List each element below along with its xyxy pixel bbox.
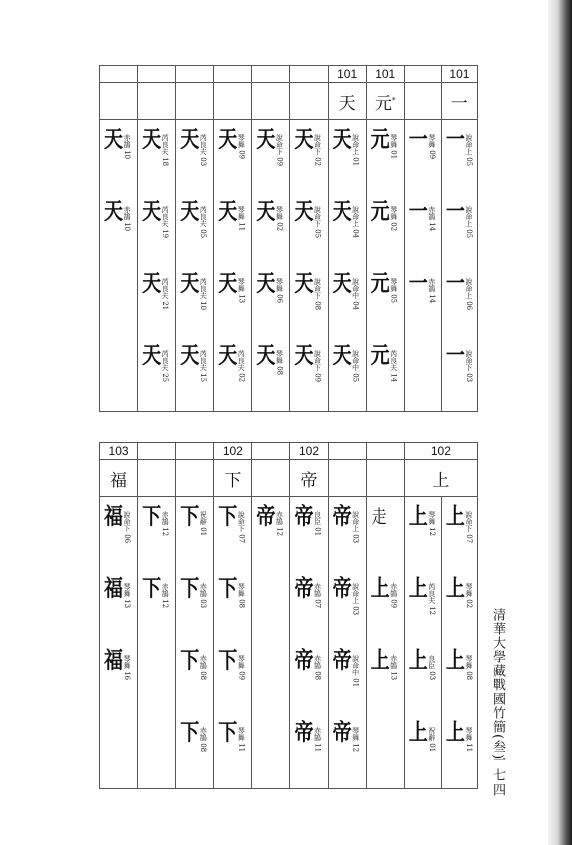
character-form-glyph: 天: [332, 198, 351, 226]
source-label: 說命中 01: [351, 655, 360, 688]
source-label: 赤鵠 08: [313, 655, 322, 681]
character-form-glyph: 天: [256, 126, 275, 154]
source-label: 琴舞 11: [237, 206, 246, 232]
character-form-glyph: 一: [445, 126, 464, 154]
character-form-glyph: 一: [408, 126, 427, 154]
source-label: 說命下 03: [464, 350, 473, 383]
source-label: 赤鵠 11: [313, 727, 322, 753]
source-label: 琴舞 06: [275, 278, 284, 304]
head-character: [252, 83, 290, 120]
source-label: 芮良夫 12: [427, 583, 436, 616]
source-label: 赤鵠 08: [199, 727, 208, 753]
source-label: 祝辭 01: [199, 511, 208, 537]
source-label: 琴舞 09: [237, 655, 246, 681]
character-form-glyph: 天: [256, 270, 275, 298]
form-column: [138, 497, 176, 789]
character-form-glyph: 天: [218, 198, 237, 226]
index-number: [252, 443, 290, 460]
index-number: [252, 66, 290, 83]
form-column: [366, 497, 404, 789]
character-form-glyph: 一: [445, 198, 464, 226]
head-character: [138, 460, 176, 497]
source-label: 赤鵠 13: [389, 655, 398, 681]
source-label: 琴舞 12: [351, 727, 360, 753]
head-character: [176, 83, 214, 120]
head-character: [366, 83, 404, 120]
source-label: 琴舞 02: [389, 206, 398, 232]
source-label: 琴舞 08: [464, 655, 473, 681]
index-number: [138, 443, 176, 460]
index-number: 101: [366, 66, 404, 83]
source-label: 芮良夫 10: [199, 278, 208, 311]
source-label: 琴舞 08: [275, 350, 284, 376]
character-form-glyph: 走: [371, 506, 386, 528]
source-label: 赤鵠 14: [427, 278, 436, 304]
character-form-glyph: 上: [370, 575, 389, 603]
index-number: [366, 443, 404, 460]
character-form-glyph: 天: [294, 342, 313, 370]
source-label: 芮良夫 25: [161, 350, 170, 383]
index-number: [328, 443, 366, 460]
character-form-glyph: 上: [370, 647, 389, 675]
form-column: [214, 497, 252, 789]
head-character: [290, 83, 328, 120]
character-form-glyph: 帝: [256, 503, 275, 531]
index-number: 102: [404, 443, 477, 460]
character-form-glyph: 福: [104, 575, 123, 603]
form-column: [100, 120, 138, 412]
source-label: 琴舞 09: [427, 134, 436, 160]
source-label: 琴舞 08: [237, 583, 246, 609]
source-label: 說命下 09: [313, 350, 322, 383]
source-label: 說命上 03: [351, 511, 360, 544]
source-label: 赤鵠 08: [199, 655, 208, 681]
source-label: 赤鵠 09: [389, 583, 398, 609]
form-column: [404, 120, 441, 412]
character-form-glyph: 下: [218, 719, 237, 747]
head-character: 下: [214, 460, 252, 497]
form-column: [441, 120, 477, 412]
index-number: [404, 66, 441, 83]
form-column: [404, 497, 441, 789]
source-label: 說命上 03: [351, 583, 360, 616]
source-label: 說命下 06: [123, 511, 131, 544]
head-character: [176, 460, 214, 497]
form-column: [290, 497, 328, 789]
source-label: 琴舞 11: [464, 727, 473, 753]
character-form-glyph: 天: [294, 198, 313, 226]
character-form-glyph: 天: [104, 198, 123, 226]
character-form-glyph: 帝: [332, 647, 351, 675]
character-form-glyph: 福: [104, 503, 123, 531]
character-form-glyph: 天: [180, 198, 199, 226]
source-label: 赤鵠 12: [161, 583, 170, 609]
head-character: 帝: [290, 460, 328, 497]
head-character: 一: [441, 83, 477, 120]
character-form-glyph: 上: [408, 647, 427, 675]
index-number: [214, 66, 252, 83]
head-character-row: [100, 460, 478, 497]
character-form-glyph: 帝: [332, 719, 351, 747]
form-column: [366, 120, 404, 412]
source-label: 說命下 02: [313, 134, 322, 167]
source-label: 說命下 08: [313, 278, 322, 311]
source-label: 芮良夫 02: [237, 350, 246, 383]
character-form-glyph: 下: [180, 719, 199, 747]
source-label: 琴舞 13: [237, 278, 246, 304]
form-column: [252, 120, 290, 412]
source-label: 赤鵠 14: [427, 206, 436, 232]
source-label: 琴舞 05: [389, 278, 398, 304]
form-column: [328, 120, 366, 412]
source-label: 芮良夫 18: [161, 134, 170, 167]
source-label: 說命上 05: [464, 206, 473, 239]
source-label: 說命上 05: [464, 134, 473, 167]
character-form-glyph: 一: [445, 270, 464, 298]
character-form-glyph: 下: [142, 503, 161, 531]
character-form-glyph: 天: [332, 342, 351, 370]
form-column: [441, 497, 477, 789]
character-form-glyph: 天: [218, 270, 237, 298]
source-label: 芮良夫 19: [161, 206, 170, 239]
source-label: 良臣 03: [427, 655, 436, 681]
source-label: 琴舞 02: [464, 583, 473, 609]
character-form-glyph: 上: [445, 719, 464, 747]
source-label: 說命上 06: [464, 278, 473, 311]
character-form-glyph: 天: [218, 342, 237, 370]
character-form-glyph: 下: [218, 503, 237, 531]
index-number-row: [100, 443, 478, 460]
source-label: 說命下 07: [464, 511, 473, 544]
source-label: 說命上 01: [351, 134, 360, 167]
source-label: 芮良夫 21: [161, 278, 170, 311]
index-number: [138, 66, 176, 83]
index-number: 102: [214, 443, 252, 460]
source-label: 芮良夫 05: [199, 206, 208, 239]
character-form-glyph: 下: [180, 575, 199, 603]
character-form-glyph: 帝: [332, 575, 351, 603]
source-label: 赤鵠 07: [313, 583, 322, 609]
character-form-glyph: 元: [370, 342, 389, 370]
source-label: 芮良夫 14: [389, 350, 398, 383]
character-form-glyph: 天: [332, 270, 351, 298]
character-form-glyph: 天: [142, 270, 161, 298]
source-label: 說命下 09: [275, 134, 284, 167]
character-form-glyph: 天: [180, 270, 199, 298]
source-label: 說命中 04: [351, 278, 360, 311]
source-label: 良臣 01: [313, 511, 322, 537]
index-number: [290, 66, 328, 83]
character-form-glyph: 天: [218, 126, 237, 154]
source-label: 赤鵠 03: [199, 583, 208, 609]
head-character-mark: *: [391, 95, 396, 104]
source-label: 芮良夫 03: [199, 134, 208, 167]
page-number: 一七四: [490, 753, 505, 798]
index-number: 102: [290, 443, 328, 460]
character-form-glyph: 天: [104, 126, 123, 154]
head-character-text: 元: [374, 93, 392, 114]
index-number: 101: [441, 66, 477, 83]
character-form-glyph: 一: [408, 198, 427, 226]
index-number: [176, 443, 214, 460]
source-label: 琴舞 09: [237, 134, 246, 160]
source-label: 赤鵠 10: [123, 206, 131, 232]
character-form-glyph: 帝: [294, 575, 313, 603]
form-column: [100, 497, 138, 789]
head-character: [138, 83, 176, 120]
source-label: 說命上 04: [351, 206, 360, 239]
head-character: [100, 83, 138, 120]
character-form-glyph: 天: [332, 126, 351, 154]
source-label: 琴舞 12: [427, 511, 436, 537]
character-form-glyph: 帝: [294, 647, 313, 675]
form-column: [290, 120, 328, 412]
source-label: 琴舞 11: [237, 727, 246, 753]
character-form-glyph: 天: [142, 126, 161, 154]
source-label: 赤鵠 12: [161, 511, 170, 537]
character-form-glyph: 元: [370, 198, 389, 226]
index-number: 101: [328, 66, 366, 83]
character-form-glyph: 下: [180, 647, 199, 675]
character-form-glyph: 上: [408, 575, 427, 603]
character-form-glyph: 帝: [294, 719, 313, 747]
character-form-glyph: 天: [294, 126, 313, 154]
character-form-glyph: 上: [445, 575, 464, 603]
character-form-glyph: 下: [218, 647, 237, 675]
character-form-glyph: 帝: [294, 503, 313, 531]
source-label: 赤鵠 12: [275, 511, 284, 537]
index-number-row: [100, 66, 478, 83]
character-form-glyph: 元: [370, 126, 389, 154]
character-form-glyph: 一: [445, 342, 464, 370]
bottom-character-table: [99, 442, 478, 789]
head-character-row: [100, 83, 478, 120]
page-edge-shadow: [548, 0, 572, 845]
character-form-glyph: 上: [445, 647, 464, 675]
source-label: 祝辭 01: [427, 727, 436, 753]
form-column: [328, 497, 366, 789]
form-column: [138, 120, 176, 412]
character-form-glyph: 上: [408, 719, 427, 747]
source-label: 說命下 05: [313, 206, 322, 239]
character-form-glyph: 天: [142, 198, 161, 226]
head-character: 上: [404, 460, 477, 497]
form-column: [176, 120, 214, 412]
character-form-glyph: 下: [142, 575, 161, 603]
head-character: [252, 460, 290, 497]
character-form-glyph: 天: [180, 342, 199, 370]
character-form-glyph: 一: [408, 270, 427, 298]
character-form-glyph: 天: [256, 198, 275, 226]
source-label: 說命中 05: [351, 350, 360, 383]
character-form-glyph: 天: [180, 126, 199, 154]
character-form-glyph: 福: [104, 647, 123, 675]
head-character: [328, 460, 366, 497]
top-character-table: [99, 65, 478, 412]
form-row: [100, 497, 478, 789]
index-number: [100, 66, 138, 83]
form-row: [100, 120, 478, 412]
head-character: [404, 83, 441, 120]
index-number: 103: [100, 443, 138, 460]
source-label: 琴舞 13: [123, 583, 131, 609]
source-label: 琴舞 02: [275, 206, 284, 232]
head-character: [214, 83, 252, 120]
source-label: 赤鵠 10: [123, 134, 131, 160]
character-form-glyph: 上: [408, 503, 427, 531]
character-form-glyph: 下: [218, 575, 237, 603]
index-number: [176, 66, 214, 83]
character-form-glyph: 帝: [332, 503, 351, 531]
source-label: 芮良夫 15: [199, 350, 208, 383]
source-label: 琴舞 16: [123, 655, 131, 681]
head-character: [366, 460, 404, 497]
character-form-glyph: 天: [294, 270, 313, 298]
form-column: [252, 497, 290, 789]
character-form-glyph: 天: [256, 342, 275, 370]
source-label: 說命下 07: [237, 511, 246, 544]
character-form-glyph: 上: [445, 503, 464, 531]
character-form-glyph: 下: [180, 503, 199, 531]
form-column: [176, 497, 214, 789]
book-title-caption: 清華大學藏戰國竹簡(叁): [490, 608, 505, 761]
character-form-glyph: 天: [142, 342, 161, 370]
source-label: 琴舞 01: [389, 134, 398, 160]
head-character: 福: [100, 460, 138, 497]
character-form-glyph: 元: [370, 270, 389, 298]
head-character: 天: [328, 83, 366, 120]
form-column: [214, 120, 252, 412]
